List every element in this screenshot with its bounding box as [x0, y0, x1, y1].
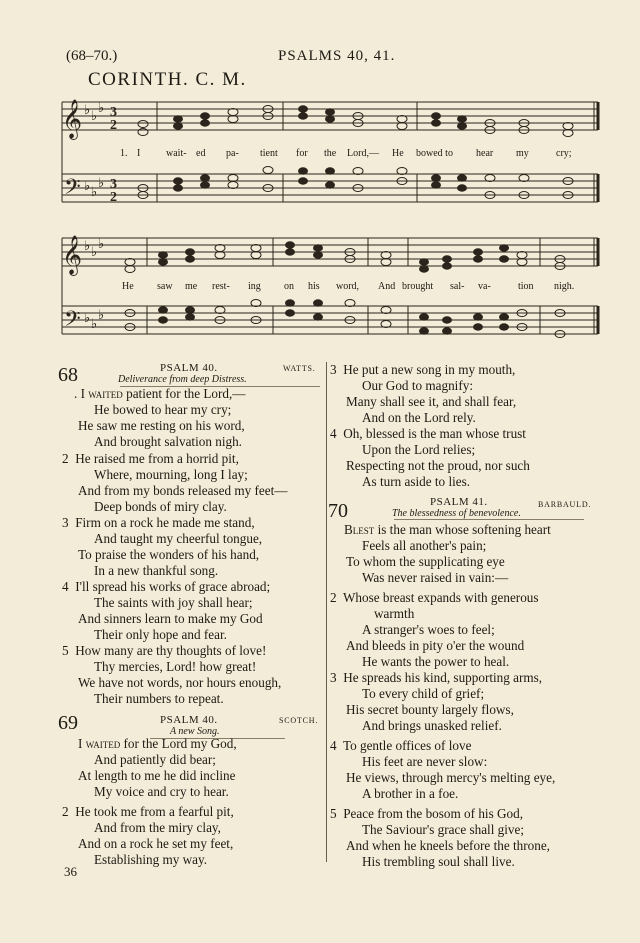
svg-text:𝄢: 𝄢 — [64, 175, 81, 205]
svg-text:♭: ♭ — [91, 245, 98, 260]
hymn-69-line: At length to me he did incline — [78, 768, 236, 783]
svg-text:3: 3 — [110, 177, 117, 192]
svg-text:𝄞: 𝄞 — [62, 235, 83, 275]
hymn-69-verse-2: 2 He took me from a fearful pit, — [62, 804, 234, 819]
column-divider — [326, 362, 327, 862]
hymn-68-line: And taught my cheerful tongue, — [94, 531, 263, 546]
page-number: 36 — [64, 864, 77, 879]
hymn-69-line: And from the miry clay, — [94, 820, 221, 835]
svg-text:♭: ♭ — [84, 239, 91, 254]
hymn-68-verse-5: 5 How many are thy thoughts of love! — [62, 643, 267, 658]
hymn-68-line: Respecting not the proud, nor such — [346, 458, 530, 473]
hymn-70-line: His trembling soul shall live. — [362, 854, 515, 869]
svg-text:♭: ♭ — [91, 317, 98, 332]
divider — [394, 519, 584, 520]
hymn-68-line: He bowed to hear my cry; — [94, 402, 232, 417]
hymn-70-line: He views, through mercy's melting eye, — [346, 770, 556, 785]
hymn-69-subtitle: A new Song. — [170, 726, 220, 737]
hymn-70-verse-5: 5 Peace from the bosom of his God, — [330, 806, 524, 821]
hymn-69-heading: PSALM 40. — [160, 714, 218, 726]
hymn-70-heading: PSALM 41. — [430, 496, 488, 508]
svg-text:♭: ♭ — [84, 179, 91, 194]
svg-text:2: 2 — [110, 190, 117, 205]
hymn-70-line: Was never raised in vain:— — [362, 570, 509, 585]
page-range: (68–70.) — [66, 48, 118, 64]
hymn-68-verse-2: 2 He raised me from a horrid pit, — [62, 451, 239, 466]
hymn-70-line: A stranger's woes to feel; — [362, 622, 495, 637]
svg-text:2: 2 — [110, 118, 117, 133]
hymn-70-line: He wants the power to heal. — [362, 654, 510, 669]
hymn-68-line: The saints with joy shall hear; — [94, 595, 253, 610]
hymn-70-line: Feels all another's pain; — [362, 538, 487, 553]
hymn-68-line: . I waited patient for the Lord,— — [74, 386, 246, 401]
hymn-68-line: In a new thankful song. — [94, 563, 219, 578]
hymn-68-line: Many shall see it, and shall fear, — [346, 394, 517, 409]
hymn-68-line: As turn aside to lies. — [362, 474, 471, 489]
svg-text:♭: ♭ — [98, 237, 105, 252]
hymn-70-line: And bleeds in pity o'er the wound — [346, 638, 525, 653]
hymn-70-line: Blest is the man whose softening heart — [344, 522, 551, 537]
hymn-68-verse-4: 4 I'll spread his works of grace abroad; — [62, 579, 271, 594]
hymn-68-line: And from my bonds released my feet— — [78, 483, 288, 498]
hymn-68-line: Their only hope and fear. — [94, 627, 227, 642]
hymn-68-line: And sinners learn to make my God — [78, 611, 263, 626]
hymn-68-verse-3b: 3 He put a new song in my mouth, — [330, 362, 516, 377]
hymn-70-subtitle: The blessedness of benevolence. — [392, 508, 521, 519]
hymn-70-line: And when he kneels before the throne, — [346, 838, 550, 853]
hymn-68-heading: PSALM 40. — [160, 362, 218, 374]
hymn-68-line: To praise the wonders of his hand, — [78, 547, 260, 562]
hymn-68-subtitle: Deliverance from deep Distress. — [118, 374, 247, 385]
hymn-68-line: We have not words, nor hours enough, — [78, 675, 282, 690]
hymn-69-line: And on a rock he set my feet, — [78, 836, 234, 851]
hymn-68-line: Upon the Lord relies; — [362, 442, 476, 457]
hymn-number-68: 68 — [58, 364, 78, 386]
hymn-70-line: His secret bounty largely flows, — [346, 702, 514, 717]
svg-text:♭: ♭ — [91, 185, 98, 200]
svg-text:3: 3 — [110, 105, 117, 120]
hymn-70-author: BARBAULD. — [538, 500, 592, 509]
hymn-68-line: Thy mercies, Lord! how great! — [94, 659, 257, 674]
svg-text:♭: ♭ — [98, 308, 105, 323]
hymn-69-line: Establishing my way. — [94, 852, 208, 867]
hymn-70-verse-3: 3 He spreads his kind, supporting arms, — [330, 670, 543, 685]
music-system-2 — [0, 228, 640, 343]
svg-text:♭: ♭ — [98, 176, 105, 191]
hymn-68-line: He saw me resting on his word, — [78, 418, 245, 433]
hymn-68-line: Their numbers to repeat. — [94, 691, 224, 706]
hymn-70-line: warmth — [374, 606, 415, 621]
svg-text:♭: ♭ — [91, 109, 98, 124]
hymn-70-line: The Saviour's grace shall give; — [362, 822, 525, 837]
hymn-68-line: And brought salvation nigh. — [94, 434, 242, 449]
svg-text:𝄞: 𝄞 — [62, 99, 83, 139]
hymn-68-verse-3: 3 Firm on a rock he made me stand, — [62, 515, 255, 530]
hymn-70-line: His feet are never slow: — [362, 754, 488, 769]
tune-title — [88, 69, 247, 91]
hymn-69-line: And patiently did bear; — [94, 752, 216, 767]
running-title: PSALMS 40, 41. — [278, 48, 396, 64]
hymn-70-line: And brings unasked relief. — [362, 718, 502, 733]
music-system-1 — [0, 92, 640, 217]
svg-text:♭: ♭ — [84, 103, 91, 118]
hymn-68-line: Deep bonds of miry clay. — [94, 499, 227, 514]
hymn-68-line: And on the Lord rely. — [362, 410, 476, 425]
hymn-68-verse-4b: 4 Oh, blessed is the man whose trust — [330, 426, 526, 441]
tune-name: CORINTH. — [88, 69, 190, 90]
hymn-69-line: I waited for the Lord my God, — [78, 736, 237, 751]
hymn-70-verse-2: 2 Whose breast expands with generous — [330, 590, 539, 605]
hymn-68-line: Where, mourning, long I lay; — [94, 467, 248, 482]
hymn-70-verse-4: 4 To gentle offices of love — [330, 738, 472, 753]
tune-meter: C. M. — [195, 69, 247, 90]
hymn-68-author: WATTS. — [283, 364, 316, 373]
hymn-number-69: 69 — [58, 712, 78, 734]
svg-text:♭: ♭ — [98, 101, 105, 116]
hymn-70-line: To whom the supplicating eye — [346, 554, 505, 569]
hymn-69-author: SCOTCH. — [279, 716, 319, 725]
svg-text:𝄢: 𝄢 — [64, 307, 81, 337]
svg-text:♭: ♭ — [84, 311, 91, 326]
hymn-70-line: To every child of grief; — [362, 686, 485, 701]
hymn-number-70: 70 — [328, 500, 348, 522]
hymn-69-line: My voice and cry to hear. — [94, 784, 229, 799]
hymn-70-line: A brother in a foe. — [362, 786, 459, 801]
hymn-68-line: Our God to magnify: — [362, 378, 473, 393]
